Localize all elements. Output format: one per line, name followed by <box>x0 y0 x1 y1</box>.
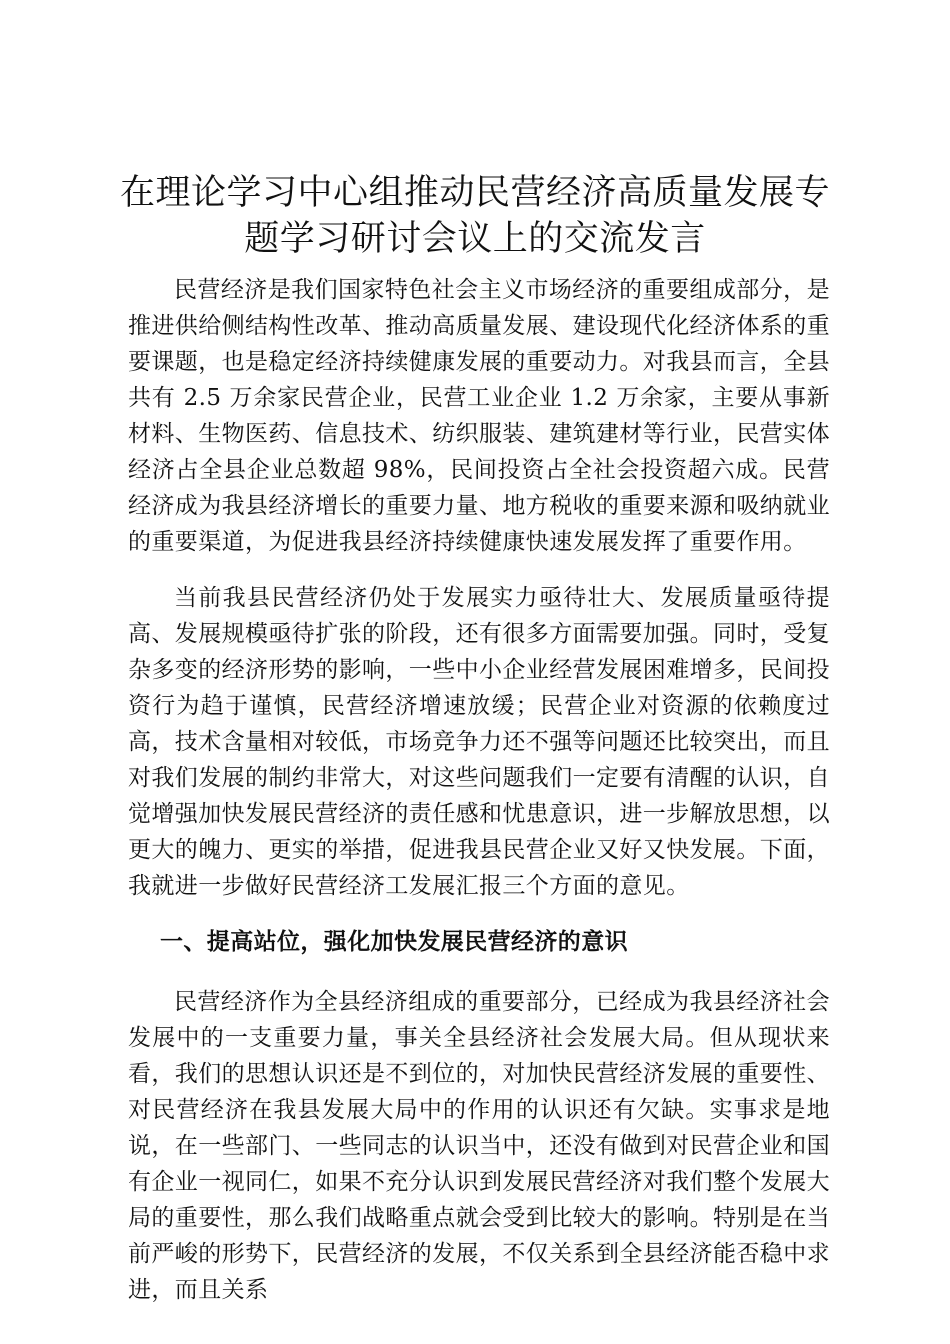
section-heading: 一、提高站位，强化加快发展民营经济的意识 <box>160 929 628 955</box>
paragraph-current-situation: 当前我县民营经济仍处于发展实力亟待壮大、发展质量亟待提高、发展规模亟待扩张的阶段，还有很多方面需要加强。同时，受复杂多变的经济形势的影响，一些中小企业经营发展困难增多，民间投资行为趋于谨慎，民营经济增速放缓；民营企业对资源的依赖度过高，技术含量相对较低，市场竞争力还不强等问题还比较突出，而且对我们发展的制约非常大，对这些问题我们一定要有清醒的认识，自觉增强加快发展民营经济的责任感和忧患意识，进一步解放思想，以更大的魄力、更实的举措，促进我县民营企业又好又快发展。下面，我就进一步做好民营经济工发展汇报三个方面的意见。 <box>128 585 830 899</box>
document-title: 在理论学习中心组推动民营经济高质量发展专题学习研讨会议上的交流发言 <box>119 173 830 259</box>
section-paragraph: 民营经济作为全县经济组成的重要部分，已经成为我县经济社会发展中的一支重要力量，事关全县经济社会发展大局。但从现状来看，我们的思想认识还是不到位的，对加快民营经济发展的重要性、对民营经济在我县发展大局中的作用的认识还有欠缺。实事求是地说，在一些部门、一些同志的认识当中，还没有做到对民营企业和国有企业一视同仁，如果不充分认识到发展民营经济对我们整个发展大局的重要性，那么我们战略重点就会受到比较大的影响。特别是在当前严峻的形势下，民营经济的发展，不仅关系到全县经济能否稳中求进，而且关系 <box>128 989 830 1303</box>
document-body <box>128 272 830 1328</box>
paragraph-intro: 民营经济是我们国家特色社会主义市场经济的重要组成部分，是推进供给侧结构性改革、推动高质量发展、建设现代化经济体系的重要课题，也是稳定经济持续健康发展的重要动力。对我县而言，全县共有 2.5 万余家民营企业，民营工业企业 1.2 万余家，主要从事新材料、生物医药、信息技术、纺织服装、建筑建材等行业，民营实体经济占全县企业总数超 98%，民间投资占全社会投资超六成。民营经济成为我县经济增长的重要力量、地方税收的重要来源和吸纳就业的重要渠道，为促进我县经济持续健康快速发展发挥了重要作用。 <box>128 277 830 555</box>
